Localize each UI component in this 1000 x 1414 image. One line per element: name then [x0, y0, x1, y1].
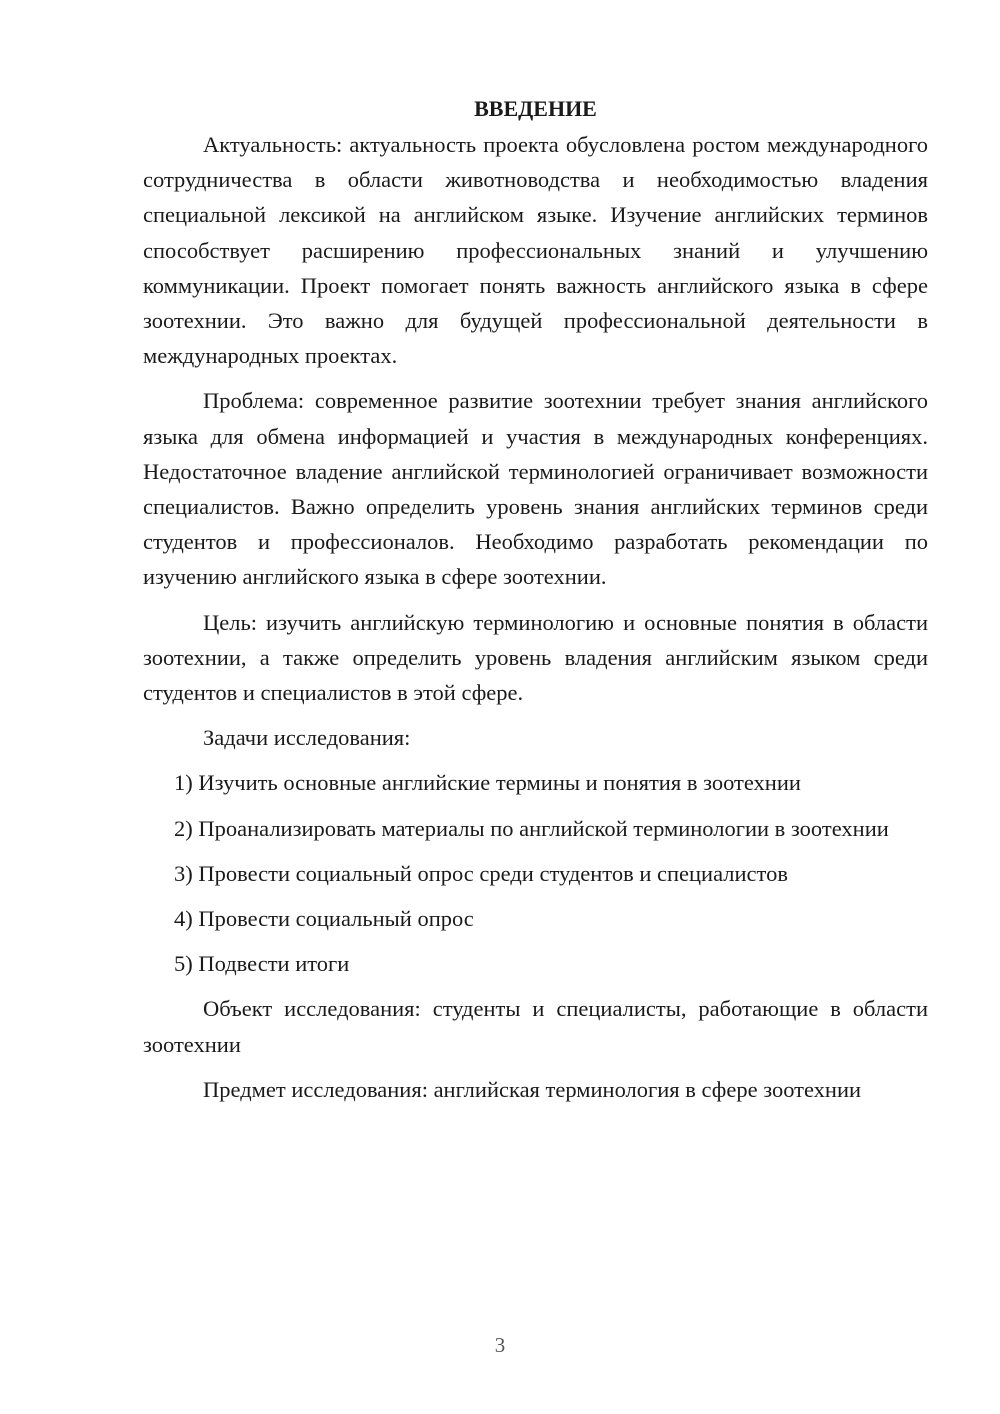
page-number: 3 — [494, 1333, 506, 1357]
task-item: 3) Провести социальный опрос среди студентов и специалистов — [174, 860, 788, 886]
task-item: 1) Изучить основные английские термины и понятия в зоотехнии — [174, 770, 801, 796]
research-subject-paragraph: Предмет исследования: английская терминология в сфере зоотехнии — [203, 1076, 862, 1102]
section-title: ВВЕДЕНИЕ — [474, 96, 597, 121]
research-object-paragraph: Объект исследования: студенты и специалисты, работающие в области зоотехнии — [143, 996, 928, 1057]
relevance-paragraph: Актуальность: актуальность проекта обусловлена ростом международного сотрудничества в области животноводства и необходимостью владения специальной лексикой на английском языке. Изучение английских терминов способствует расширению профессиональных знаний и улучшению коммуникации. Проект помогает понять важность английского языка в сфере зоотехнии. Это важно для будущей профессиональной деятельности в международных проектах. — [143, 132, 928, 369]
problem-paragraph: Проблема: современное развитие зоотехнии требует знания английского языка для обмена информацией и участия в международных конференциях. Недостаточное владение английской терминологией ограничивает возможности специалистов. Важно определить уровень знания английских терминов среди студентов и профессионалов. Необходимо разработать рекомендации по изучению английского языка в сфере зоотехнии. — [143, 388, 928, 590]
goal-paragraph: Цель: изучить английскую терминологию и основные понятия в области зоотехнии, а также определить уровень владения английским языком среди студентов и специалистов в этой сфере. — [143, 609, 928, 706]
task-item: 2) Проанализировать материалы по английской терминологии в зоотехнии — [174, 815, 889, 841]
task-item: 5) Подвести итоги — [174, 951, 350, 977]
task-item: 4) Провести социальный опрос — [174, 906, 474, 932]
tasks-heading: Задачи исследования: — [203, 725, 411, 751]
document-page — [143, 92, 928, 1117]
